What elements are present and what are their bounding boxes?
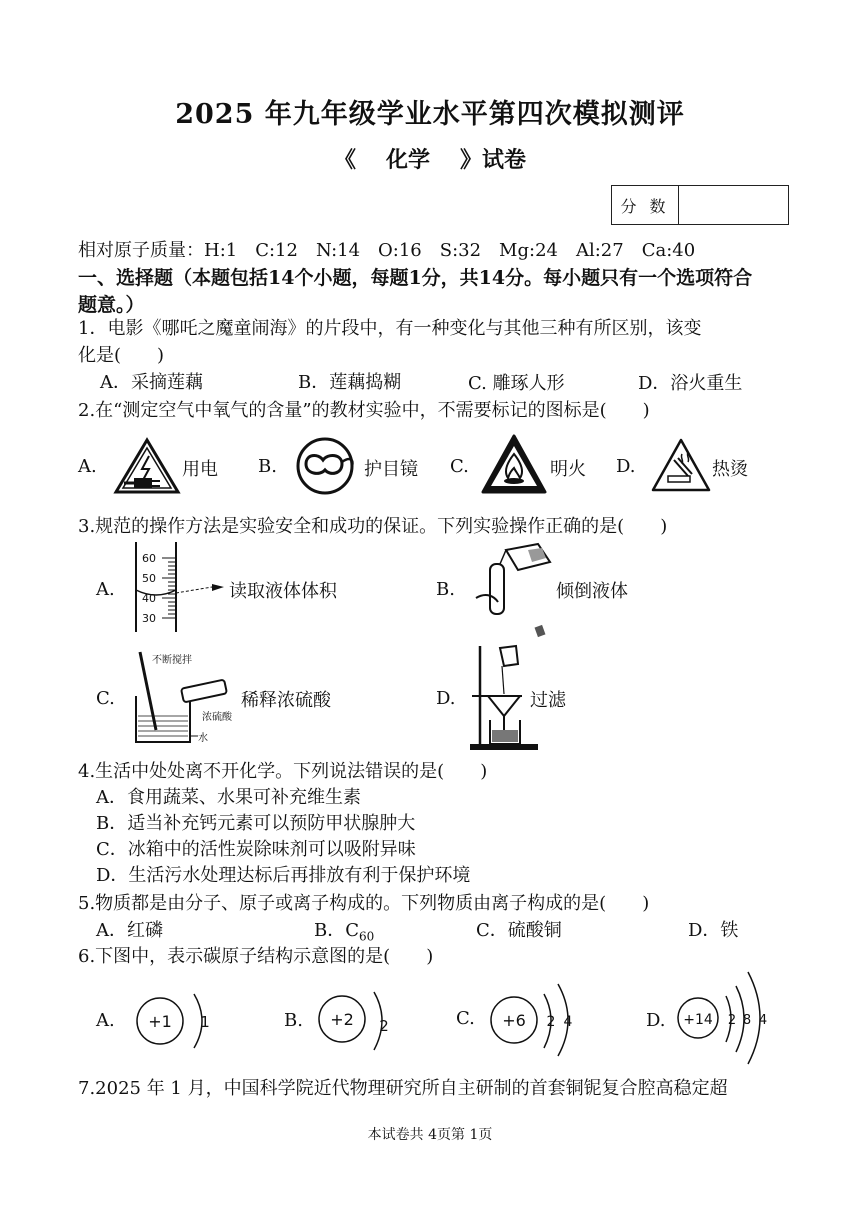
q3-option-c-label: 稀释浓硫酸 [241, 690, 331, 711]
acid-note: 浓硫酸 [202, 712, 232, 723]
q1-stem: 1．电影《哪吒之魔童闹海》的片段中，有一种变化与其他三种有所区别，该变 [78, 318, 702, 339]
atom-d-shell-3: 4 [758, 1013, 768, 1028]
q6-option-a-letter[interactable]: A. [96, 1010, 115, 1031]
q3-option-d-label: 过滤 [530, 690, 566, 711]
atom-diagram-c [488, 982, 588, 1058]
page-title: 2025 年九年级学业水平第四次模拟测评 [175, 99, 685, 130]
q2-option-d-letter[interactable]: D. [616, 456, 636, 477]
q6-stem: 6.下图中，表示碳原子结构示意图的是( ) [78, 946, 434, 967]
atom-diagram-b [316, 986, 406, 1058]
q2-option-b-label: 护目镜 [364, 459, 418, 480]
atom-d-shell-2: 8 [742, 1013, 752, 1028]
section-heading: 一、选择题（本题包括14个小题，每题1分，共14分。每小题只有一个选项符合 [78, 267, 753, 289]
q4-option-c[interactable]: C．冰箱中的活性炭除味剂可以吸附异味 [96, 839, 416, 860]
water-note: 水 [198, 733, 208, 744]
q6-option-b-letter[interactable]: B. [284, 1010, 303, 1031]
hot-surface-icon [650, 436, 712, 494]
q4-option-d[interactable]: D．生活污水处理达标后再排放有利于保护环境 [96, 865, 471, 886]
cylinder-tick-40: 40 [142, 592, 156, 605]
q5-option-d[interactable]: D．铁 [688, 920, 739, 941]
q3-option-c-letter[interactable]: C. [96, 688, 115, 709]
graduated-cylinder-figure [128, 540, 228, 636]
q3-option-d-letter[interactable]: D. [436, 688, 456, 709]
q5-option-a[interactable]: A．红磷 [96, 920, 163, 941]
q3-option-a-letter[interactable]: A. [96, 579, 115, 600]
q4-option-a[interactable]: A．食用蔬菜、水果可补充维生素 [96, 787, 361, 808]
score-value[interactable] [679, 186, 788, 224]
atom-d-nucleus: +14 [683, 1012, 713, 1028]
atom-c-shell-1: 2 [546, 1014, 556, 1030]
q2-option-c-letter[interactable]: C. [450, 456, 469, 477]
atom-b-nucleus: +2 [330, 1010, 354, 1029]
dilute-acid-figure [128, 644, 244, 750]
q2-option-c-label: 明火 [550, 459, 586, 480]
subject-title [0, 143, 860, 174]
q5-option-b[interactable] [314, 916, 374, 944]
atom-c-shell-2: 4 [563, 1014, 573, 1030]
q2-option-d-label: 热烫 [712, 459, 748, 480]
cylinder-tick-50: 50 [142, 572, 156, 585]
subtitle-right: 》试卷 [460, 147, 527, 173]
atom-d-shell-1: 2 [727, 1013, 737, 1028]
q5-option-b-text: B．C [314, 920, 359, 941]
atom-c-nucleus: +6 [502, 1011, 526, 1030]
q4-stem: 4.生活中处处离不开化学。下列说法错误的是( ) [78, 761, 488, 782]
q3-option-b-label: 倾倒液体 [556, 581, 628, 602]
score-label: 分 数 [612, 186, 679, 224]
q2-stem: 2.在“测定空气中氧气的含量”的教材实验中，不需要标记的图标是( ) [78, 400, 650, 421]
q2-option-b-letter[interactable]: B. [258, 456, 277, 477]
q3-option-b-letter[interactable]: B. [436, 579, 455, 600]
q5-stem: 5.物质都是由分子、原子或离子构成的。下列物质由离子构成的是( ) [78, 893, 650, 914]
q3-stem: 3.规范的操作方法是实验安全和成功的保证。下列实验操作正确的是( ) [78, 516, 668, 537]
subtitle-left: 《 [333, 147, 356, 173]
q4-option-b[interactable]: B．适当补充钙元素可以预防甲状腺肿大 [96, 813, 416, 834]
q5-option-c[interactable]: C．硫酸铜 [476, 920, 562, 941]
q3-option-a-label: 读取液体体积 [229, 581, 337, 602]
section-heading-cont: 题意。） [78, 294, 145, 316]
atomic-mass-line: 相对原子质量：H:1 C:12 N:14 O:16 S:32 Mg:24 Al:27 Ca:40 [78, 240, 696, 261]
atom-diagram-a [130, 986, 220, 1058]
atom-a-shell-1: 1 [200, 1013, 210, 1031]
q1-stem-cont: 化是( ) [78, 345, 165, 366]
q7-stem: 7.2025 年 1 月，中国科学院近代物理研究所自主研制的首套铜铌复合腔高稳定超 [78, 1078, 728, 1099]
q1-option-b[interactable]: B．莲藕捣糊 [298, 372, 402, 393]
subject-name: 化学 [385, 147, 430, 173]
q2-option-a-letter[interactable]: A. [78, 456, 97, 477]
atom-a-nucleus: +1 [148, 1012, 172, 1031]
q2-option-a-label: 用电 [182, 459, 218, 480]
atom-b-shell-1: 2 [379, 1017, 389, 1035]
cylinder-tick-60: 60 [142, 552, 156, 565]
electric-hazard-icon [112, 436, 182, 496]
c60-subscript: 60 [359, 929, 375, 944]
page-footer: 本试卷共 4页第 1页 [367, 1127, 493, 1143]
q6-option-d-letter[interactable]: D. [646, 1010, 666, 1031]
atom-diagram-d [676, 970, 788, 1066]
open-flame-icon [480, 432, 548, 496]
pouring-liquid-figure [466, 540, 562, 640]
q6-option-c-letter[interactable]: C. [456, 1008, 475, 1029]
q1-option-c[interactable]: C. 雕琢人形 [468, 373, 565, 394]
stir-note: 不断搅拌 [152, 655, 192, 666]
cylinder-tick-30: 30 [142, 612, 156, 625]
score-box [611, 185, 789, 225]
q1-option-a[interactable]: A．采摘莲藕 [100, 372, 203, 393]
goggles-icon [292, 436, 358, 496]
q1-option-d[interactable]: D．浴火重生 [638, 373, 743, 394]
